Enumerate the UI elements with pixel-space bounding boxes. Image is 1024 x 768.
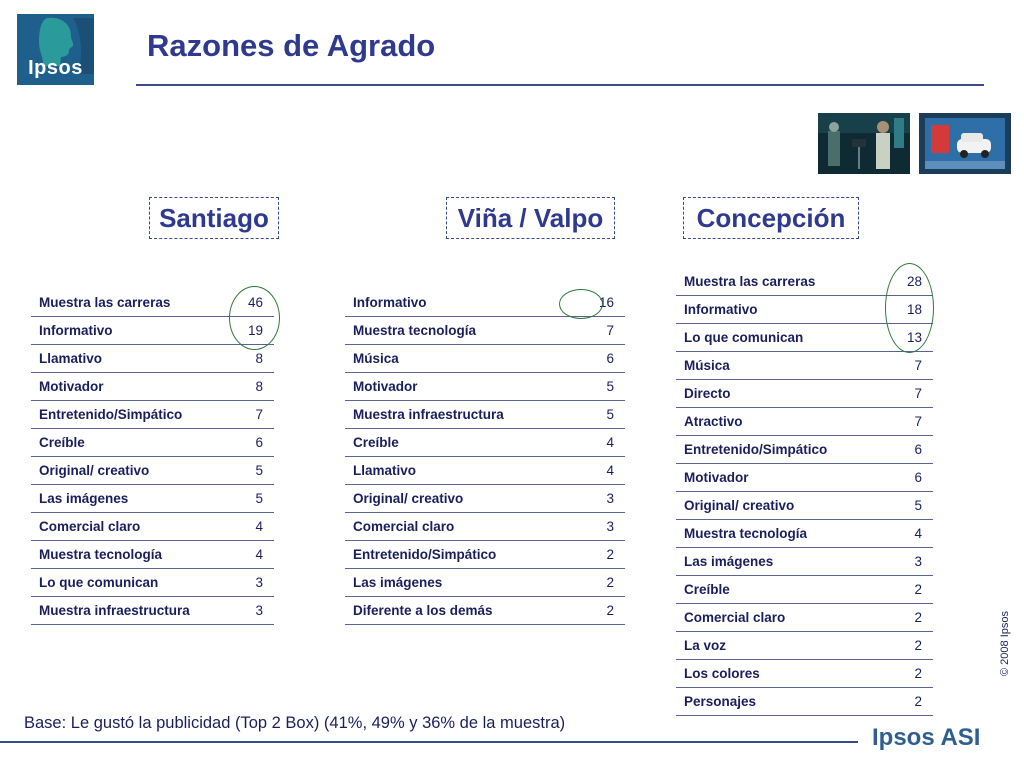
row-label: Atractivo bbox=[676, 408, 871, 436]
row-label: Informativo bbox=[676, 296, 871, 324]
row-value: 2 bbox=[871, 604, 933, 632]
row-label: Creíble bbox=[31, 429, 226, 457]
table-row bbox=[31, 429, 274, 457]
row-value: 2 bbox=[565, 541, 625, 569]
table-row bbox=[345, 541, 625, 569]
table-row bbox=[676, 548, 933, 576]
row-value: 3 bbox=[565, 513, 625, 541]
logo-text: Ipsos bbox=[28, 57, 83, 79]
table-row bbox=[676, 352, 933, 380]
region-vina-valpo: Viña / Valpo bbox=[446, 197, 615, 239]
page-title: Razones de Agrado bbox=[147, 28, 436, 63]
table-row bbox=[676, 464, 933, 492]
row-label: Muestra tecnología bbox=[345, 317, 565, 345]
row-value: 3 bbox=[226, 597, 274, 625]
table-row bbox=[345, 597, 625, 625]
row-value: 6 bbox=[565, 345, 625, 373]
table-row bbox=[31, 569, 274, 597]
row-label: Llamativo bbox=[31, 345, 226, 373]
row-label: Motivador bbox=[31, 373, 226, 401]
row-label: Música bbox=[676, 352, 871, 380]
row-label: Los colores bbox=[676, 660, 871, 688]
row-value: 4 bbox=[226, 513, 274, 541]
table-row bbox=[31, 401, 274, 429]
row-label: Informativo bbox=[31, 317, 226, 345]
row-value: 2 bbox=[871, 632, 933, 660]
row-value: 4 bbox=[565, 429, 625, 457]
table-row bbox=[31, 373, 274, 401]
row-label: Las imágenes bbox=[31, 485, 226, 513]
table-row bbox=[345, 513, 625, 541]
row-label: Creíble bbox=[345, 429, 565, 457]
row-value: 4 bbox=[226, 541, 274, 569]
row-value: 4 bbox=[565, 457, 625, 485]
row-label: Muestra tecnología bbox=[31, 541, 226, 569]
row-label: Muestra tecnología bbox=[676, 520, 871, 548]
row-value: 2 bbox=[871, 660, 933, 688]
region-santiago: Santiago bbox=[149, 197, 279, 239]
table-row bbox=[676, 604, 933, 632]
table-row bbox=[676, 660, 933, 688]
table-row bbox=[345, 457, 625, 485]
table-row bbox=[345, 429, 625, 457]
row-label: Muestra infraestructura bbox=[345, 401, 565, 429]
footnote-base: Base: Le gustó la publicidad (Top 2 Box) (41%, 49% y 36% de la muestra) bbox=[24, 714, 566, 732]
row-value: 5 bbox=[565, 401, 625, 429]
table-row bbox=[345, 345, 625, 373]
table-row bbox=[676, 520, 933, 548]
row-label: Comercial claro bbox=[31, 513, 226, 541]
title-rule bbox=[136, 84, 984, 86]
table-row bbox=[676, 576, 933, 604]
table-row bbox=[345, 401, 625, 429]
row-value: 8 bbox=[226, 345, 274, 373]
table-row bbox=[345, 373, 625, 401]
ipsos-logo bbox=[17, 14, 94, 85]
row-label: Informativo bbox=[345, 289, 565, 317]
row-label: Entretenido/Simpático bbox=[31, 401, 226, 429]
table-row bbox=[676, 688, 933, 716]
row-value: 6 bbox=[871, 464, 933, 492]
table-row bbox=[676, 436, 933, 464]
row-label: Las imágenes bbox=[676, 548, 871, 576]
photo-car-screen bbox=[919, 113, 1011, 174]
footer-rule bbox=[0, 741, 858, 743]
row-value: 7 bbox=[226, 401, 274, 429]
row-label: Llamativo bbox=[345, 457, 565, 485]
row-value: 7 bbox=[565, 317, 625, 345]
row-value: 5 bbox=[226, 457, 274, 485]
row-value: 5 bbox=[871, 492, 933, 520]
row-label: Comercial claro bbox=[676, 604, 871, 632]
row-label: Original/ creativo bbox=[31, 457, 226, 485]
row-label: Muestra las carreras bbox=[31, 289, 226, 317]
row-value: 46 bbox=[226, 289, 274, 317]
row-value: 3 bbox=[226, 569, 274, 597]
highlight-ring-santiago bbox=[229, 286, 280, 350]
table-row bbox=[676, 380, 933, 408]
table-row bbox=[676, 492, 933, 520]
table-vina-valpo bbox=[345, 289, 625, 625]
photo-film-crew bbox=[818, 113, 910, 174]
row-label: Muestra las carreras bbox=[676, 268, 871, 296]
row-value: 6 bbox=[871, 436, 933, 464]
row-label: Entretenido/Simpático bbox=[345, 541, 565, 569]
row-label: Directo bbox=[676, 380, 871, 408]
row-label: Lo que comunican bbox=[31, 569, 226, 597]
row-value: 7 bbox=[871, 380, 933, 408]
table-row bbox=[31, 345, 274, 373]
highlight-ring-vina-valpo bbox=[559, 289, 603, 319]
row-value: 6 bbox=[226, 429, 274, 457]
row-value: 2 bbox=[871, 688, 933, 716]
table-row bbox=[345, 569, 625, 597]
table-row bbox=[345, 317, 625, 345]
row-label: Diferente a los demás bbox=[345, 597, 565, 625]
row-label: Lo que comunican bbox=[676, 324, 871, 352]
row-label: Muestra infraestructura bbox=[31, 597, 226, 625]
row-value: 3 bbox=[871, 548, 933, 576]
brand-ipsos-asi: Ipsos ASI bbox=[872, 724, 981, 751]
table-row bbox=[345, 485, 625, 513]
row-value: 7 bbox=[871, 352, 933, 380]
row-value: 3 bbox=[565, 485, 625, 513]
row-value: 13 bbox=[871, 324, 933, 352]
row-value: 18 bbox=[871, 296, 933, 324]
region-concepcion: Concepción bbox=[683, 197, 859, 239]
row-label: Motivador bbox=[345, 373, 565, 401]
copyright-notice: © 2008 Ipsos bbox=[999, 611, 1011, 676]
row-value: 19 bbox=[226, 317, 274, 345]
highlight-ring-concepcion bbox=[885, 263, 934, 353]
row-label: Entretenido/Simpático bbox=[676, 436, 871, 464]
row-label: Creíble bbox=[676, 576, 871, 604]
row-value: 16 bbox=[565, 289, 625, 317]
row-label: Original/ creativo bbox=[345, 485, 565, 513]
table-row bbox=[31, 457, 274, 485]
row-value: 28 bbox=[871, 268, 933, 296]
table-row bbox=[676, 408, 933, 436]
table-row bbox=[676, 632, 933, 660]
table-row bbox=[31, 597, 274, 625]
table-row bbox=[31, 513, 274, 541]
row-label: Música bbox=[345, 345, 565, 373]
table-row bbox=[31, 541, 274, 569]
row-value: 5 bbox=[226, 485, 274, 513]
row-value: 2 bbox=[565, 569, 625, 597]
row-label: Original/ creativo bbox=[676, 492, 871, 520]
row-value: 2 bbox=[871, 576, 933, 604]
row-value: 8 bbox=[226, 373, 274, 401]
row-label: Las imágenes bbox=[345, 569, 565, 597]
row-value: 7 bbox=[871, 408, 933, 436]
row-label: La voz bbox=[676, 632, 871, 660]
row-value: 4 bbox=[871, 520, 933, 548]
row-value: 2 bbox=[565, 597, 625, 625]
row-label: Comercial claro bbox=[345, 513, 565, 541]
row-value: 5 bbox=[565, 373, 625, 401]
row-label: Personajes bbox=[676, 688, 871, 716]
row-label: Motivador bbox=[676, 464, 871, 492]
table-row bbox=[31, 485, 274, 513]
